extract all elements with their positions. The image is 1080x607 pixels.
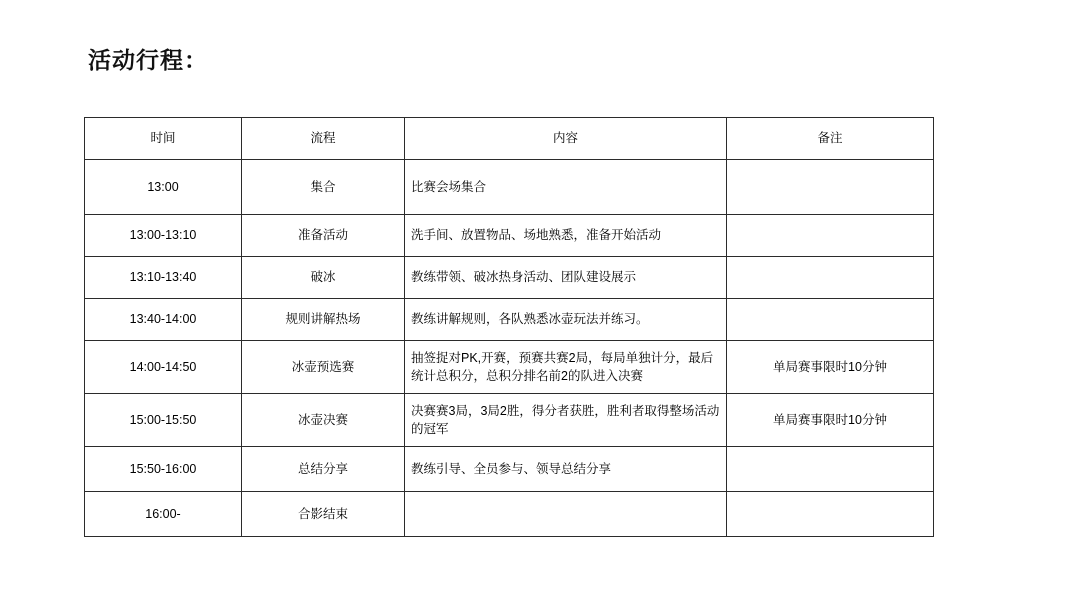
table-body [85,160,934,537]
cell-content: 教练引导、全员参与、领导总结分享 [405,447,727,492]
column-header-time: 时间 [85,118,242,160]
cell-time: 15:50-16:00 [85,447,242,492]
cell-remark: 单局赛事限时10分钟 [727,394,934,447]
cell-flow: 冰壶决赛 [242,394,405,447]
table-row [85,341,934,394]
cell-content [405,492,727,537]
table-row [85,394,934,447]
cell-content: 教练讲解规则，各队熟悉冰壶玩法并练习。 [405,299,727,341]
column-header-remark: 备注 [727,118,934,160]
cell-time: 13:10-13:40 [85,257,242,299]
table-row [85,160,934,215]
cell-time: 14:00-14:50 [85,341,242,394]
cell-remark [727,299,934,341]
table-row [85,492,934,537]
page-title: 活动行程： [88,47,208,73]
cell-flow: 冰壶预选赛 [242,341,405,394]
cell-content: 比赛会场集合 [405,160,727,215]
cell-flow: 合影结束 [242,492,405,537]
cell-flow: 准备活动 [242,215,405,257]
schedule-table [84,117,934,537]
cell-time: 13:00 [85,160,242,215]
cell-remark [727,257,934,299]
cell-flow: 总结分享 [242,447,405,492]
column-header-content: 内容 [405,118,727,160]
cell-flow: 集合 [242,160,405,215]
table-row [85,447,934,492]
cell-time: 15:00-15:50 [85,394,242,447]
cell-remark [727,215,934,257]
cell-content: 教练带领、破冰热身活动、团队建设展示 [405,257,727,299]
cell-time: 16:00- [85,492,242,537]
cell-flow: 破冰 [242,257,405,299]
cell-remark [727,447,934,492]
cell-remark [727,492,934,537]
cell-remark: 单局赛事限时10分钟 [727,341,934,394]
table-row [85,299,934,341]
cell-content: 洗手间、放置物品、场地熟悉，准备开始活动 [405,215,727,257]
cell-remark [727,160,934,215]
cell-time: 13:40-14:00 [85,299,242,341]
cell-content: 抽签捉对PK,开赛，预赛共赛2局，每局单独计分，最后统计总积分，总积分排名前2的队进入决赛 [405,341,727,394]
column-header-flow: 流程 [242,118,405,160]
cell-time: 13:00-13:10 [85,215,242,257]
table-row [85,215,934,257]
table-header [85,118,934,160]
table-row [85,257,934,299]
table-header-row [85,118,934,160]
cell-content: 决赛赛3局，3局2胜，得分者获胜，胜利者取得整场活动的冠军 [405,394,727,447]
cell-flow: 规则讲解热场 [242,299,405,341]
